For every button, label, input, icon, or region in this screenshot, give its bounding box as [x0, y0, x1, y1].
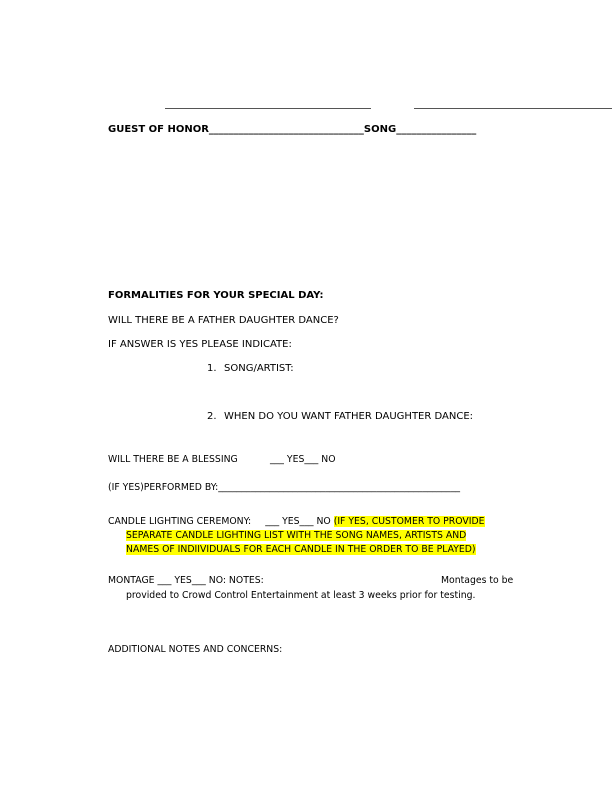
list-number: 1. [207, 363, 217, 374]
candle-lighting-label: CANDLE LIGHTING CEREMONY: [108, 516, 252, 527]
candle-lighting-note-line3 [126, 544, 476, 555]
blessing-options[interactable]: ___ YES___ NO [270, 454, 336, 465]
signature-rule-right [414, 108, 612, 109]
candle-lighting-note: (IF YES, CUSTOMER TO PROVIDE [333, 516, 485, 527]
signature-rule-left [165, 108, 371, 109]
indicate-instruction: IF ANSWER IS YES PLEASE INDICATE: [108, 339, 292, 350]
guest-of-honor-label: GUEST OF HONOR [108, 124, 209, 135]
list-text: WHEN DO YOU WANT FATHER DAUGHTER DANCE: [224, 411, 474, 422]
list-number: 2. [207, 411, 217, 422]
montage-note: provided to Crowd Control Entertainment at least 3 weeks prior for testing. [126, 590, 476, 601]
montage-note-right: Montages to be [441, 575, 514, 586]
candle-lighting-line [108, 516, 485, 527]
song-label: SONG [363, 124, 397, 135]
performed-by-label: (IF YES)PERFORMED BY: [108, 482, 219, 493]
candle-lighting-options[interactable]: ___ YES___ NO [265, 516, 334, 527]
candle-lighting-note-line2 [126, 530, 466, 541]
list-text: SONG/ARTIST: [224, 363, 294, 374]
song-blank[interactable]: ________________ [396, 124, 477, 135]
montage-line[interactable]: MONTAGE ___ YES___ NO: NOTES: [108, 575, 264, 586]
formalities-heading: FORMALITIES FOR YOUR SPECIAL DAY: [108, 290, 324, 301]
performed-by-blank[interactable]: ____________________________________________________ [218, 482, 460, 493]
blessing-label: WILL THERE BE A BLESSING [108, 454, 238, 465]
candle-lighting-note: SEPARATE CANDLE LIGHTING LIST WITH THE SONG NAMES, ARTISTS AND [126, 530, 467, 541]
candle-lighting-note: NAMES OF INDIIVIDUALS FOR EACH CANDLE IN THE ORDER TO BE PLAYED) [126, 544, 476, 555]
guest-of-honor-line [108, 124, 476, 135]
performed-by-line [108, 482, 460, 493]
additional-notes-label: ADDITIONAL NOTES AND CONCERNS: [108, 644, 283, 655]
father-daughter-dance-question: WILL THERE BE A FATHER DAUGHTER DANCE? [108, 315, 339, 326]
guest-of-honor-blank[interactable]: _______________________________ [208, 124, 364, 135]
list-item-dance-timing [207, 411, 473, 422]
list-item-song-artist [207, 363, 294, 374]
